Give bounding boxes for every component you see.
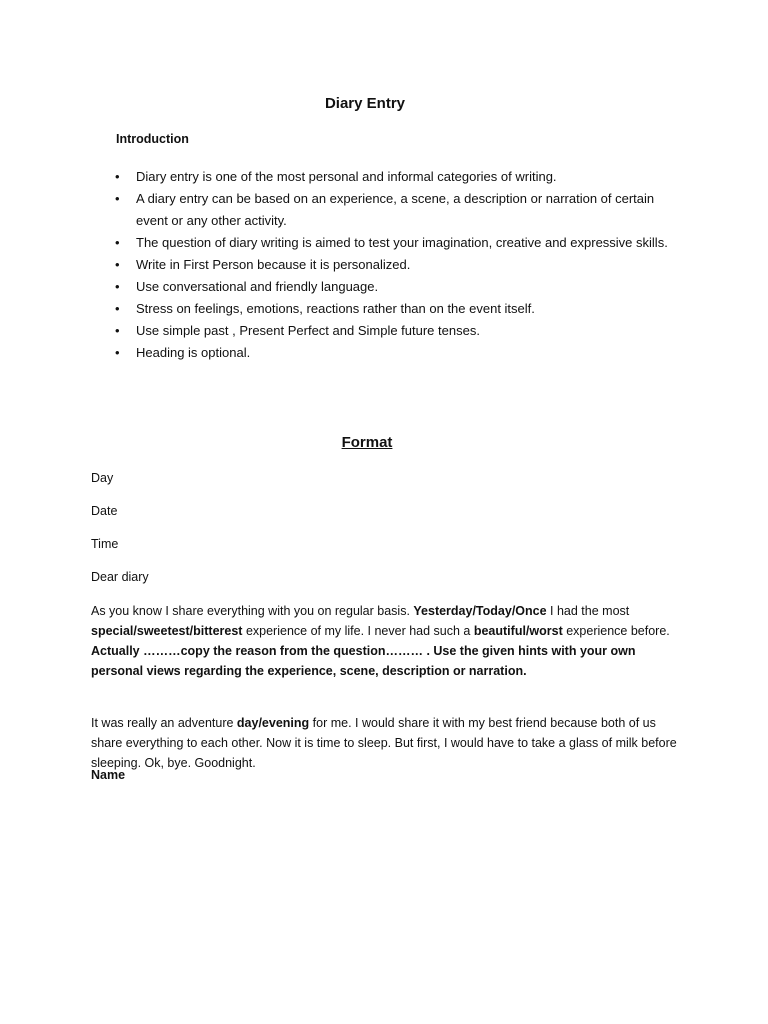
list-item-text: Write in First Person because it is personalized.	[136, 257, 411, 272]
list-item	[112, 166, 672, 188]
paragraph-highlight: day/evening	[236, 716, 310, 730]
format-heading: Format	[341, 434, 393, 451]
list-item-text: Use simple past , Present Perfect and Simple future tenses.	[136, 323, 480, 338]
paragraph-highlight: beautiful/worst	[473, 624, 563, 638]
body-paragraph-1	[91, 601, 681, 681]
paragraph-text: for me. I would share it with my best friend because both of us share everything to each other. Now it is time to sleep. But first, I would have to take a glass of milk before sleeping. Ok, bye. Goodnight.	[91, 716, 677, 770]
closing-name-label: Name	[91, 768, 126, 782]
bullet-icon: •	[115, 345, 120, 360]
list-item-text: Heading is optional.	[136, 345, 251, 360]
bullet-icon: •	[115, 301, 120, 316]
list-item	[112, 188, 672, 232]
list-item	[112, 342, 672, 364]
body-paragraph-2	[91, 713, 681, 773]
introduction-heading: Introduction	[116, 132, 189, 146]
list-item	[112, 254, 672, 276]
list-item-text: Stress on feelings, emotions, reactions rather than on the event itself.	[136, 301, 535, 316]
salutation-label: Dear diary	[91, 570, 149, 584]
list-item-text: Use conversational and friendly language.	[136, 279, 379, 294]
paragraph-highlight: special/sweetest/bitterest	[91, 624, 243, 638]
bullet-icon: •	[115, 323, 120, 338]
paragraph-text: experience before.	[562, 624, 670, 638]
list-item	[112, 320, 672, 342]
paragraph-text: I had the most	[546, 604, 630, 618]
time-label: Time	[91, 537, 119, 551]
day-label: Day	[91, 471, 114, 485]
paragraph-highlight: Yesterday/Today/Once	[413, 604, 547, 618]
paragraph-text: experience of my life. I never had such a	[242, 624, 474, 638]
list-item	[112, 298, 672, 320]
paragraph-text: As you know I share everything with you on regular basis.	[91, 604, 414, 618]
paragraph-text: It was really an adventure	[91, 716, 237, 730]
introduction-bullet-list	[112, 166, 672, 364]
list-item	[112, 276, 672, 298]
bullet-icon: •	[115, 279, 120, 294]
paragraph-highlight: Actually ………copy the reason from the question……… . Use the given hints with your own personal views regarding the experience, scene, description or narration.	[91, 644, 636, 678]
bullet-icon: •	[115, 235, 120, 250]
list-item-text: A diary entry can be based on an experience, a scene, a description or narration of certain event or any other activity.	[136, 191, 655, 228]
bullet-icon: •	[115, 257, 120, 272]
list-item	[112, 232, 672, 254]
list-item-text: Diary entry is one of the most personal and informal categories of writing.	[136, 169, 557, 184]
date-label: Date	[91, 504, 118, 518]
list-item-text: The question of diary writing is aimed to test your imagination, creative and expressive skills.	[136, 235, 668, 250]
bullet-icon: •	[115, 191, 120, 206]
page-title: Diary Entry	[324, 95, 406, 112]
bullet-icon: •	[115, 169, 120, 184]
